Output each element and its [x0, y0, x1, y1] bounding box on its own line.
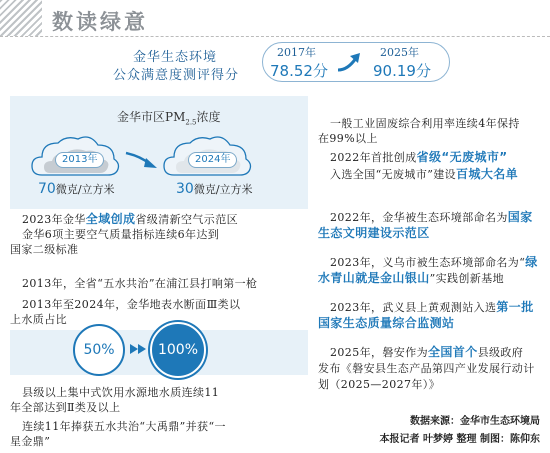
left-item-dayu-cauldron-cont: 星金鼎” [10, 435, 51, 448]
data-source: 数据来源：金华市生态环境局 [410, 416, 540, 427]
pm25-title-suffix: 浓度 [196, 110, 221, 124]
right-item-solid-waste: 一般工业固废综合利用率连续4年保持 [330, 117, 520, 130]
score-year-2025: 2025年 [380, 46, 419, 59]
pm25-value-2013 [38, 178, 115, 197]
right-item-highlight: 百城大名单 [456, 167, 519, 181]
right-item-yiwu-base-cont [318, 271, 504, 286]
page-title: 数读绿意 [52, 10, 148, 34]
right-item-highlight: 省级“无废城市” [416, 150, 508, 164]
right-item-text: ”实践创新基地 [429, 272, 505, 285]
left-item-dayu-cauldron: 连续11年捧获五水共治“大禹鼎”并获“一 [22, 420, 226, 433]
pm25-year-2013: 2013年 [55, 152, 104, 168]
left-item-air-standard-cont: 国家二级标准 [10, 243, 79, 256]
pm25-title-text: 金华市区PM [117, 110, 186, 124]
right-item-text: 入选全国“无废城市”建设 [330, 168, 457, 181]
right-item-wuyi-station-cont [318, 316, 454, 331]
score-year-2017: 2017年 [277, 46, 316, 59]
right-item-panan-plan-cont: 发布《磐安县生态产品第四产业发展行动计 [318, 362, 535, 375]
right-item-text: 2025年，磐安作为 [330, 346, 428, 359]
header-rule [0, 36, 550, 37]
right-item-wuyi-station [330, 300, 534, 315]
pm25-value-2024-unit: 微克/立方米 [193, 183, 253, 196]
right-item-panan-plan [330, 345, 523, 360]
left-item-air-zone [22, 212, 238, 227]
pm25-value-2024-number: 30 [176, 181, 194, 197]
water-ratio-2013-value: 50% [83, 342, 115, 358]
right-item-yiwu-base [330, 255, 538, 270]
left-item-five-water: 2013年，全省“五水共治”在浦江县打响第一枪 [22, 277, 258, 290]
right-item-eco-civilization-cont [318, 226, 430, 241]
satisfaction-label-line2: 公众满意度测评得分 [113, 68, 240, 83]
water-ratio-2024-value: 100% [157, 342, 199, 358]
right-item-text: 2023年，义乌市被生态环境部命名为“ [330, 256, 526, 269]
left-item-drinking-water: 县级以上集中式饮用水源地水质连续11 [22, 386, 220, 399]
satisfaction-label-line1: 金华生态环境 [133, 50, 218, 65]
right-item-highlight: 绿 [525, 255, 538, 269]
left-item-water-ratio-cont: 上水质占比 [10, 313, 67, 326]
water-ratio-2024-circle [150, 322, 206, 378]
right-item-highlight: 水青山就是金山银山 [318, 271, 430, 285]
pm25-value-2013-unit: 微克/立方米 [55, 183, 115, 196]
water-ratio-arrow-icon [128, 341, 148, 357]
left-item-text: 省级清新空气示范区 [135, 213, 239, 226]
right-item-text: 2023年，武义县上黄观测站入选 [330, 301, 497, 314]
left-item-text: 2023年金华 [22, 213, 86, 226]
header-stripe-decoration [0, 0, 42, 36]
right-item-wasteless-city [330, 150, 508, 165]
right-item-text: 2022年首批创成 [330, 151, 417, 164]
pm25-value-2013-number: 70 [38, 181, 56, 197]
water-ratio-2013-circle [73, 324, 125, 376]
right-item-text: 2022年，金华被生态环境部命名为 [330, 211, 508, 224]
right-item-highlight: 全国首个 [428, 345, 478, 359]
rising-arrow-icon [336, 50, 364, 74]
right-item-highlight: 第一批 [496, 300, 534, 314]
credits: 本报记者 叶梦婷 整理 制图：陈仰东 [379, 434, 540, 445]
right-item-highlight: 国家生态质量综合监测站 [318, 316, 455, 330]
pm25-subscript: 2.5 [185, 118, 197, 127]
left-item-highlight: 全域创成 [85, 212, 136, 226]
score-value-2025: 90.19分 [373, 62, 431, 80]
pm25-down-arrow-icon [124, 148, 160, 170]
right-item-solid-waste-cont: 在99%以上 [318, 132, 378, 145]
left-item-drinking-water-cont: 年全部达到Ⅱ类及以上 [10, 401, 121, 414]
right-item-highlight: 生态文明建设示范区 [318, 226, 430, 240]
score-value-2017: 78.52分 [270, 62, 328, 80]
pm25-value-2024 [176, 178, 253, 197]
right-item-highlight: 国家 [507, 210, 533, 224]
right-item-eco-civilization [330, 210, 533, 225]
right-item-panan-plan-cont2: 划（2025—2027年）》 [318, 378, 441, 391]
pm25-year-2024: 2024年 [188, 152, 237, 168]
right-item-text: 县级政府 [477, 346, 524, 359]
left-item-air-standard: 金华6项主要空气质量指标连续6年达到 [22, 228, 220, 241]
left-item-water-ratio: 2013年至2024年，金华地表水断面Ⅲ类以 [22, 298, 241, 311]
right-item-wasteless-city-cont [330, 167, 518, 182]
pm25-title [117, 108, 221, 126]
